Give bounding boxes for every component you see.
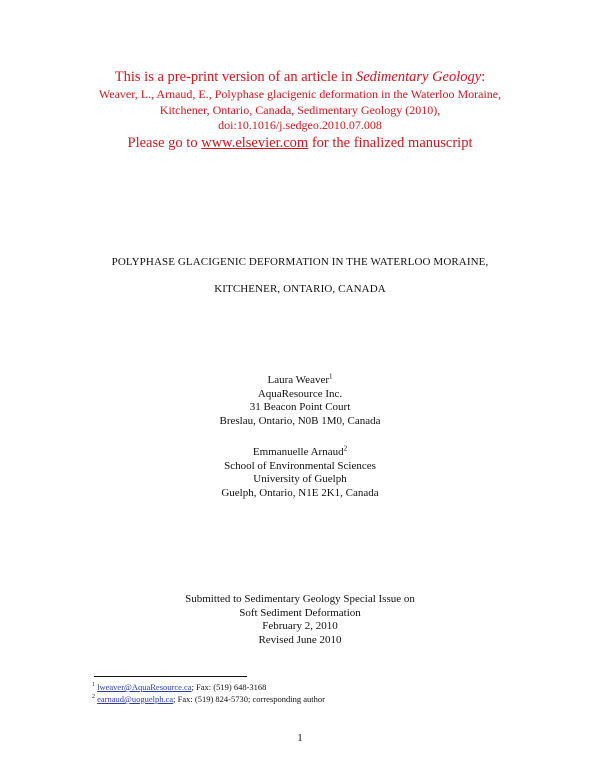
paper-title-line-1: POLYPHASE GLACIGENIC DEFORMATION IN THE WATERLOO MORAINE,	[111, 256, 489, 268]
submission-info	[60, 593, 540, 647]
author-name: Emmanuelle Arnaud$^2$	[252, 444, 348, 458]
footnote-1	[92, 681, 512, 693]
page-number: 1	[297, 732, 303, 744]
footnote-text: ; Fax: (519) 824-5730; corresponding author	[173, 694, 325, 704]
footnotes	[92, 681, 512, 705]
revision-date: Revised June 2010	[258, 633, 342, 646]
author-name: Laura Weaver$^1$	[267, 372, 333, 386]
citation-doi: doi:10.1016/j.sedgeo.2010.07.008	[218, 118, 382, 132]
author-block-2	[60, 446, 540, 500]
finalized-manuscript-line	[60, 134, 540, 153]
paper-title-line-2: KITCHENER, ONTARIO, CANADA	[214, 283, 386, 295]
author-city: Breslau, Ontario, N0B 1M0, Canada	[219, 414, 381, 427]
elsevier-link[interactable]: www.elsevier.com	[201, 134, 309, 151]
submission-line-2: Soft Sediment Deformation	[239, 606, 361, 619]
go-prefix: Please go to	[127, 134, 202, 151]
submission-date: February 2, 2010	[262, 620, 338, 632]
go-suffix: for the finalized manuscript	[308, 134, 473, 151]
footnote-marker: 1	[92, 682, 95, 689]
preprint-notice-line	[60, 68, 540, 87]
footnote-text: ; Fax: (519) 648-3168	[191, 682, 267, 692]
submission-line-1: Submitted to Sedimentary Geology Special Issue on	[185, 593, 415, 605]
author-address: 31 Beacon Point Court	[249, 401, 351, 413]
author-city: Guelph, Ontario, N1E 2K1, Canada	[221, 486, 379, 499]
author-footnote-marker: 2	[343, 444, 348, 453]
citation-line-2: Kitchener, Ontario, Canada, Sedimentary Geology (2010),	[159, 102, 441, 117]
author-university: University of Guelph	[253, 473, 347, 485]
email-link-1[interactable]: lweaver@AquaResource.ca	[97, 682, 192, 692]
preprint-notice	[60, 68, 540, 153]
author-affiliation: AquaResource Inc.	[257, 387, 343, 400]
footnote-2	[92, 693, 512, 705]
footnote-marker: 2	[92, 694, 95, 701]
email-link-2[interactable]: earnaud@uoguelph.ca	[97, 694, 174, 704]
author-footnote-marker: 1	[329, 372, 333, 381]
author-department: School of Environmental Sciences	[224, 459, 376, 472]
author-block-1	[60, 374, 540, 428]
citation-line-1: Weaver, L., Arnaud, E., Polyphase glacigenic deformation in the Waterloo Moraine,	[98, 87, 502, 101]
notice-suffix: :	[481, 69, 486, 85]
journal-name: Sedimentary Geology	[355, 69, 482, 85]
notice-prefix: This is a pre-print version of an article in	[114, 69, 356, 85]
footnote-divider	[94, 676, 247, 677]
